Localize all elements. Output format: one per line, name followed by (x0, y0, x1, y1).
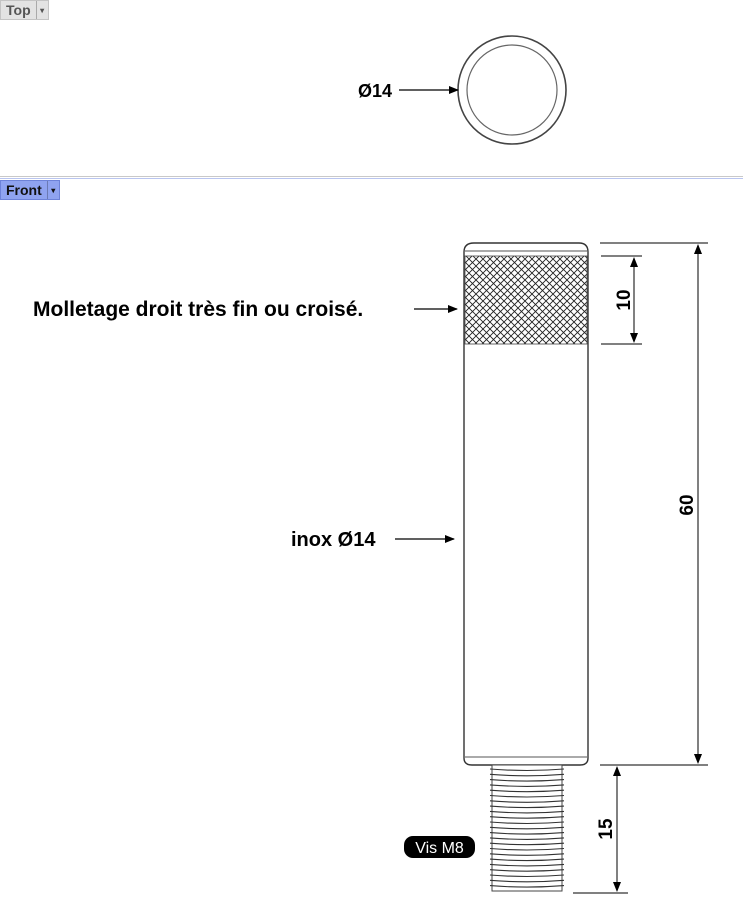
thread-badge-label: Vis M8 (415, 840, 464, 857)
front-view (464, 243, 588, 891)
dimension-body (600, 243, 708, 765)
viewport-tab-top-label: Top (6, 2, 31, 18)
thread-badge (404, 836, 475, 858)
material-note: inox Ø14 (291, 529, 376, 551)
knurl-length-label: 10 (614, 289, 635, 311)
dimension-thread (573, 767, 628, 893)
knurled-band (465, 256, 587, 344)
knurling-note: Molletage droit très fin ou croisé. (33, 298, 364, 321)
thread-length-label: 15 (596, 818, 617, 840)
top-diameter-label: Ø14 (358, 81, 393, 101)
top-view-inner-circle (467, 45, 557, 135)
body-length-label: 60 (677, 494, 698, 516)
thread-stud (490, 765, 564, 891)
chevron-down-icon[interactable]: ▾ (36, 1, 48, 19)
chevron-down-icon[interactable]: ▾ (47, 181, 59, 199)
viewport-tab-front-label: Front (6, 182, 42, 198)
dimension-knurl (601, 256, 642, 344)
top-view (358, 36, 566, 144)
